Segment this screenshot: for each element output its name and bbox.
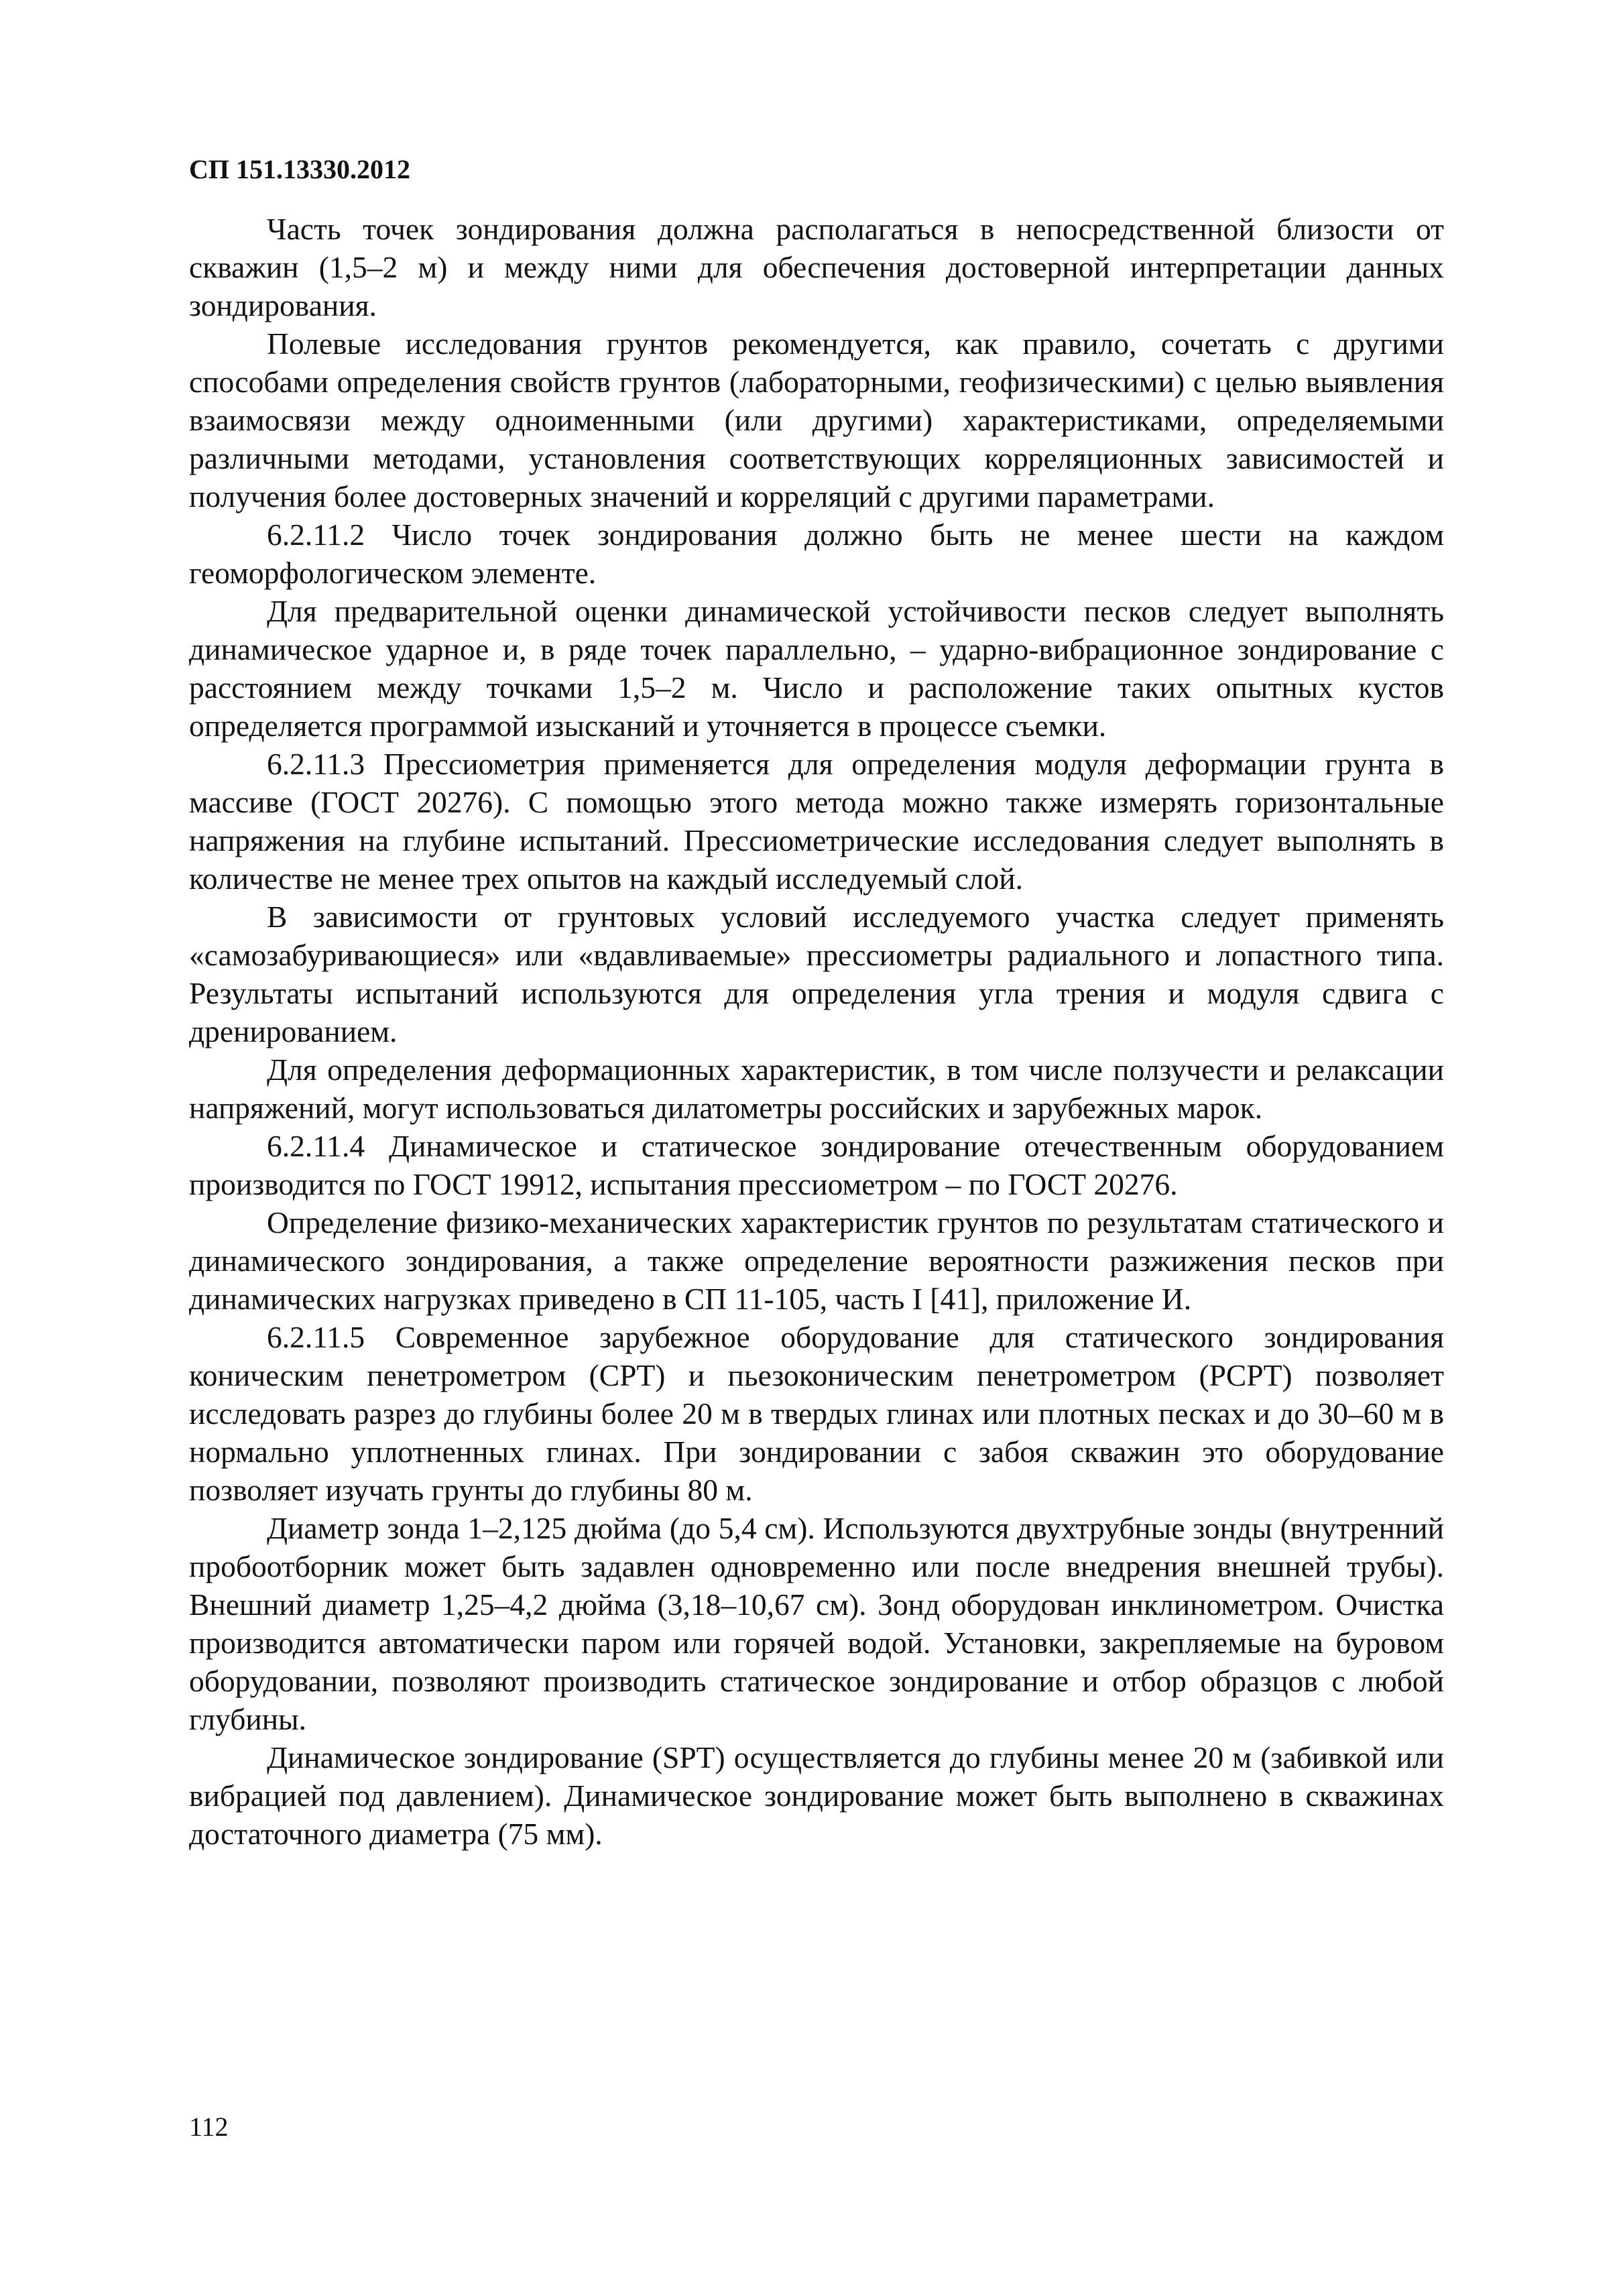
document-code-header: СП 151.13330.2012 [189, 154, 410, 184]
paragraph: Для предварительной оценки динамической устойчивости песков следует выполнять динамическое ударное и, в ряде точек параллельно, – ударно-вибрационное зондирование с расстоянием между точками 1,5–2 м. Число и расположение таких опытных кустов определяется программой изысканий и уточняется в процессе съемки. [189, 594, 1444, 743]
paragraph: В зависимости от грунтовых условий исследуемого участка следует применять «самозабуривающиеся» или «вдавливаемые» прессиометры радиального и лопастного типа. Результаты испытаний используются для определения угла трения и модуля сдвига с дренированием. [189, 900, 1444, 1048]
paragraph: 6.2.11.2 Число точек зондирования должно быть не менее шести на каждом геоморфологическом элементе. [189, 518, 1444, 590]
paragraph: Часть точек зондирования должна располагаться в непосредственной близости от скважин (1,5–2 м) и между ними для обеспечения достоверной интерпретации данных зондирования. [189, 212, 1444, 322]
paragraph: Динамическое зондирование (SPT) осуществляется до глубины менее 20 м (забивкой или вибрацией под давлением). Динамическое зондирование может быть выполнено в скважинах достаточного диаметра (75 мм). [189, 1740, 1444, 1851]
paragraph: Для определения деформационных характеристик, в том числе ползучести и релаксации напряжений, могут использоваться дилатометры российских и зарубежных марок. [189, 1052, 1444, 1125]
paragraph: 6.2.11.5 Современное зарубежное оборудование для статического зондирования коническим пенетрометром (CPT) и пьезоконическим пенетрометром (PCPT) позволяет исследовать разрез до глубины более 20 м в твердых глинах или плотных песках и до 30–60 м в нормально уплотненных глинах. При зондировании с забоя скважин это оборудование позволяет изучать грунты до глубины 80 м. [189, 1320, 1444, 1507]
paragraph: 6.2.11.4 Динамическое и статическое зондирование отечественным оборудованием производится по ГОСТ 19912, испытания прессиометром – по ГОСТ 20276. [189, 1129, 1444, 1201]
paragraph: 6.2.11.3 Прессиометрия применяется для определения модуля деформации грунта в массиве (ГОСТ 20276). С помощью этого метода можно также измерять горизонтальные напряжения на глубине испытаний. Прессиометрические исследования следует выполнять в количестве не менее трех опытов на каждый исследуемый слой. [189, 747, 1444, 896]
document-body [189, 210, 1444, 1853]
paragraph: Определение физико-механических характеристик грунтов по результатам статического и динамического зондирования, а также определение вероятности разжижения песков при динамических нагрузках приведено в СП 11-105, часть I [41], приложение И. [189, 1205, 1444, 1316]
paragraph: Диаметр зонда 1–2,125 дюйма (до 5,4 см). Используются двухтрубные зонды (внутренний пробоотборник может быть задавлен одновременно или после внедрения внешней трубы). Внешний диаметр 1,25–4,2 дюйма (3,18–10,67 см). Зонд оборудован инклинометром. Очистка производится автоматически паром или горячей водой. Установки, закрепляемые на буровом оборудовании, позволяют производить статическое зондирование и отбор образцов с любой глубины. [189, 1511, 1444, 1736]
paragraph: Полевые исследования грунтов рекомендуется, как правило, сочетать с другими способами определения свойств грунтов (лабораторными, геофизическими) с целью выявления взаимосвязи между одноименными (или другими) характеристиками, определяемыми различными методами, установления соответствующих корреляционных зависимостей и получения более достоверных значений и корреляций с другими параметрами. [189, 326, 1444, 513]
page-number: 112 [189, 2112, 229, 2142]
